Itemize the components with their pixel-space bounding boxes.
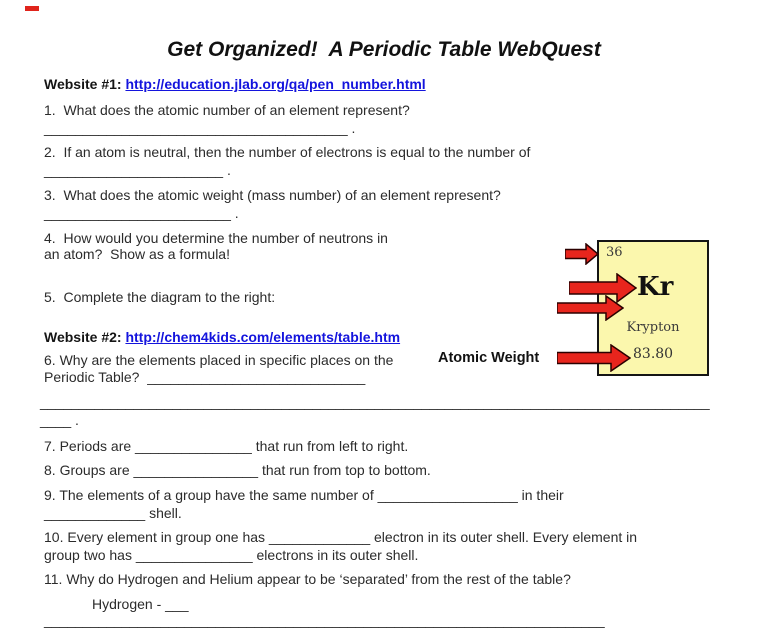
question-6-line1: 6. Why are the elements placed in specific places on the xyxy=(44,352,394,368)
element-symbol: Kr xyxy=(637,272,674,302)
question-8: 8. Groups are ________________ that run from top to bottom. xyxy=(44,462,431,478)
website1-line xyxy=(44,76,426,93)
arrow-shape xyxy=(557,296,623,320)
answer-short-line: ____ . xyxy=(40,412,79,428)
question-9-line1: 9. The elements of a group have the same number of __________________ in their xyxy=(44,487,564,503)
answer-full-line: ______________________________________________________________________________________ xyxy=(40,394,710,410)
question-3-blank: ________________________ . xyxy=(44,205,239,221)
bottom-line: ________________________________________________________________________ xyxy=(44,612,605,628)
arrow-icon-atomic-weight xyxy=(557,344,631,372)
question-4-line2: an atom? Show as a formula! xyxy=(44,246,230,262)
website1-label: Website #1 xyxy=(44,76,117,92)
question-5: 5. Complete the diagram to the right: xyxy=(44,289,276,305)
arrow-icon-atomic-number xyxy=(565,243,599,265)
element-atomic-number: 36 xyxy=(606,245,623,260)
question-2-blank: _______________________ . xyxy=(44,162,231,178)
question-3: 3. What does the atomic weight (mass number) of an element represent? xyxy=(44,187,501,203)
element-name: Krypton xyxy=(626,320,680,335)
arrow-icon-below-symbol xyxy=(557,295,624,321)
arrow-shape xyxy=(557,345,630,371)
arrow-shape xyxy=(565,244,598,264)
website2-separator: : xyxy=(116,329,126,345)
element-atomic-weight: 83.80 xyxy=(633,346,674,362)
question-11-hydrogen: Hydrogen - ___ xyxy=(92,596,189,612)
question-11: 11. Why do Hydrogen and Helium appear to be ‘separated’ from the rest of the table? xyxy=(44,571,571,587)
website2-link[interactable]: http://chem4kids.com/elements/table.htm xyxy=(125,329,401,345)
website2-line xyxy=(44,329,400,346)
question-9-line2: _____________ shell. xyxy=(44,505,182,521)
question-1: 1. What does the atomic number of an element represent? xyxy=(44,102,410,118)
question-1-blank: _______________________________________ . xyxy=(44,120,356,136)
question-2: 2. If an atom is neutral, then the number of electrons is equal to the number of xyxy=(44,144,531,160)
website1-separator: : xyxy=(116,76,126,92)
question-4-line1: 4. How would you determine the number of neutrons in xyxy=(44,230,388,246)
website2-label: Website #2 xyxy=(44,329,117,345)
atomic-weight-label: Atomic Weight xyxy=(438,350,540,366)
website1-link[interactable]: http://education.jlab.org/qa/pen_number.html xyxy=(125,76,426,92)
page-title: Get Organized! A Periodic Table WebQuest xyxy=(167,38,601,61)
question-10-line2: group two has _______________ electrons in its outer shell. xyxy=(44,547,419,563)
red-mark xyxy=(25,6,39,11)
question-6-line2: Periodic Table? ____________________________ xyxy=(44,369,366,385)
question-10-line1: 10. Every element in group one has _____________ electron in its outer shell. Every element in xyxy=(44,529,638,545)
question-7: 7. Periods are _______________ that run from left to right. xyxy=(44,438,409,454)
